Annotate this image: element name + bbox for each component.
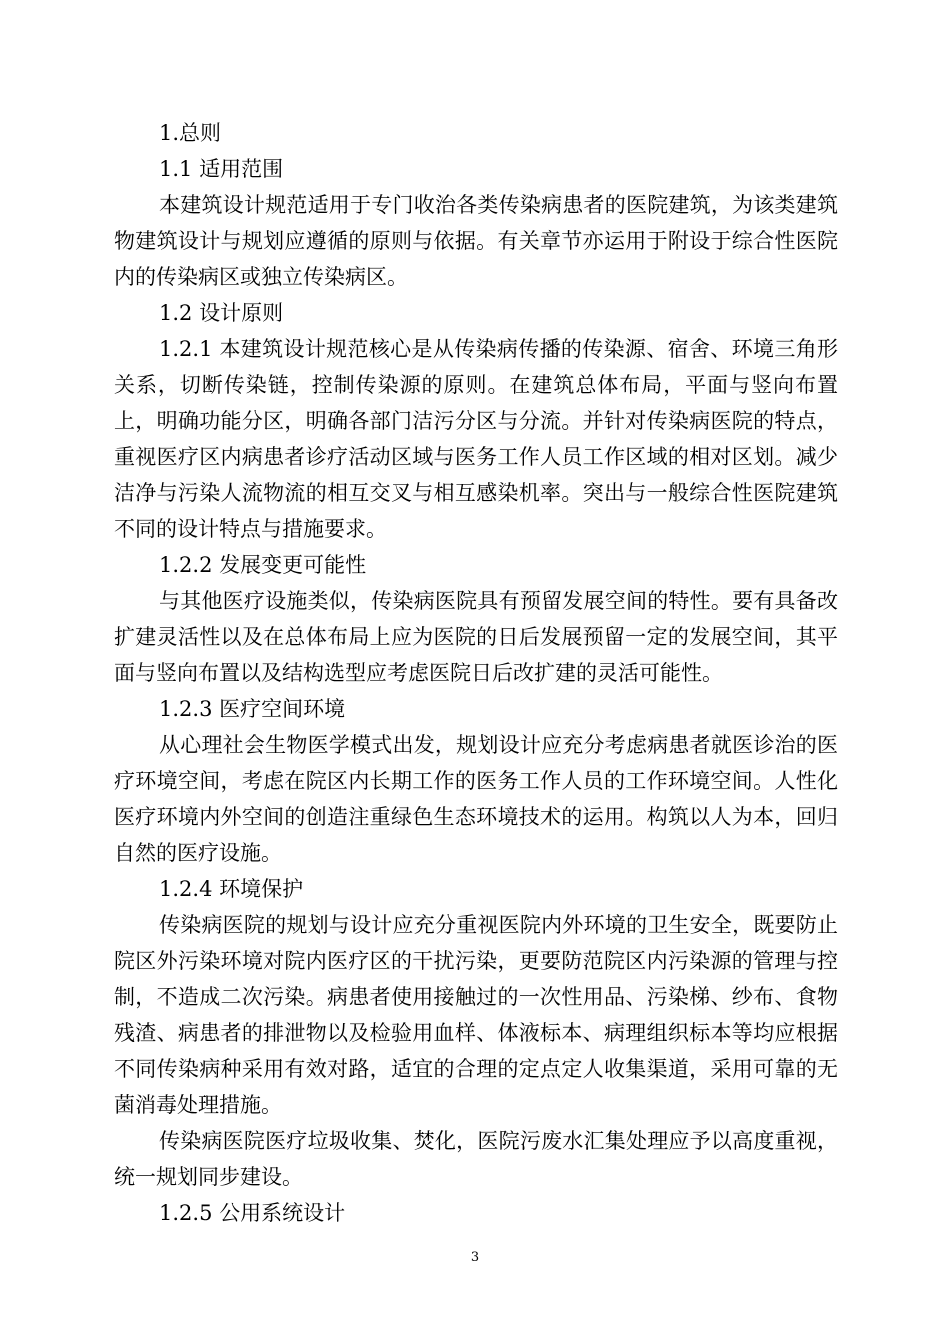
paragraph-scope: 本建筑设计规范适用于专门收治各类传染病患者的医院建筑，为该类建筑物建筑设计与规划应遵循的原则与依据。有关章节亦运用于附设于综合性医院内的传染病区或独立传染病区。: [114, 193, 838, 289]
paragraph-1-2-1: 1.2.1 本建筑设计规范核心是从传染病传播的传染源、宿舍、环境三角形关系，切断传染链，控制传染源的原则。在建筑总体布局，平面与竖向布置上，明确功能分区，明确各部门洁污分区与分流。并针对传染病医院的特点，重视医疗区内病患者诊疗活动区域与医务工作人员工作区域的相对区划。减少洁净与污染人流物流的相互交叉与相互感染机率。突出与一般综合性医院建筑不同的设计特点与措施要求。: [114, 337, 838, 541]
document-body: [114, 115, 838, 1231]
paragraph-1-2-3: 从心理社会生物医学模式出发，规划设计应充分考虑病患者就医诊治的医疗环境空间，考虑在院区内长期工作的医务工作人员的工作环境空间。人性化医疗环境内外空间的创造注重绿色生态环境技术的运用。构筑以人为本，回归自然的医疗设施。: [114, 733, 838, 865]
section-heading-1-2-2: 1.2.2 发展变更可能性: [159, 553, 367, 577]
section-heading-1-2-5: 1.2.5 公用系统设计: [159, 1201, 346, 1225]
paragraph-1-2-4-a: 传染病医院的规划与设计应充分重视医院内外环境的卫生安全，既要防止院区外污染环境对院内医疗区的干扰污染，更要防范院区内污染源的管理与控制，不造成二次污染。病患者使用接触过的一次性用品、污染梯、纱布、食物残渣、病患者的排泄物以及检验用血样、体液标本、病理组织标本等均应根据不同传染病种采用有效对路，适宜的合理的定点定人收集渠道，采用可靠的无菌消毒处理措施。: [114, 913, 838, 1117]
section-heading-1-2-3: 1.2.3 医疗空间环境: [159, 697, 346, 721]
paragraph-1-2-4-b: 传染病医院医疗垃圾收集、焚化，医院污废水汇集处理应予以高度重视，统一规划同步建设。: [114, 1129, 838, 1189]
section-heading-design-principles: 1.2 设计原则: [159, 301, 284, 325]
paragraph-1-2-2: 与其他医疗设施类似，传染病医院具有预留发展空间的特性。要有具备改扩建灵活性以及在总体布局上应为医院的日后发展预留一定的发展空间，其平面与竖向布置以及结构选型应考虑医院日后改扩建的灵活可能性。: [114, 589, 838, 685]
page-number: 3: [470, 1250, 480, 1265]
section-heading-scope: 1.1 适用范围: [159, 157, 284, 181]
section-heading-1-2-4: 1.2.4 环境保护: [159, 877, 304, 901]
section-heading-general: 1.总则: [159, 121, 222, 145]
